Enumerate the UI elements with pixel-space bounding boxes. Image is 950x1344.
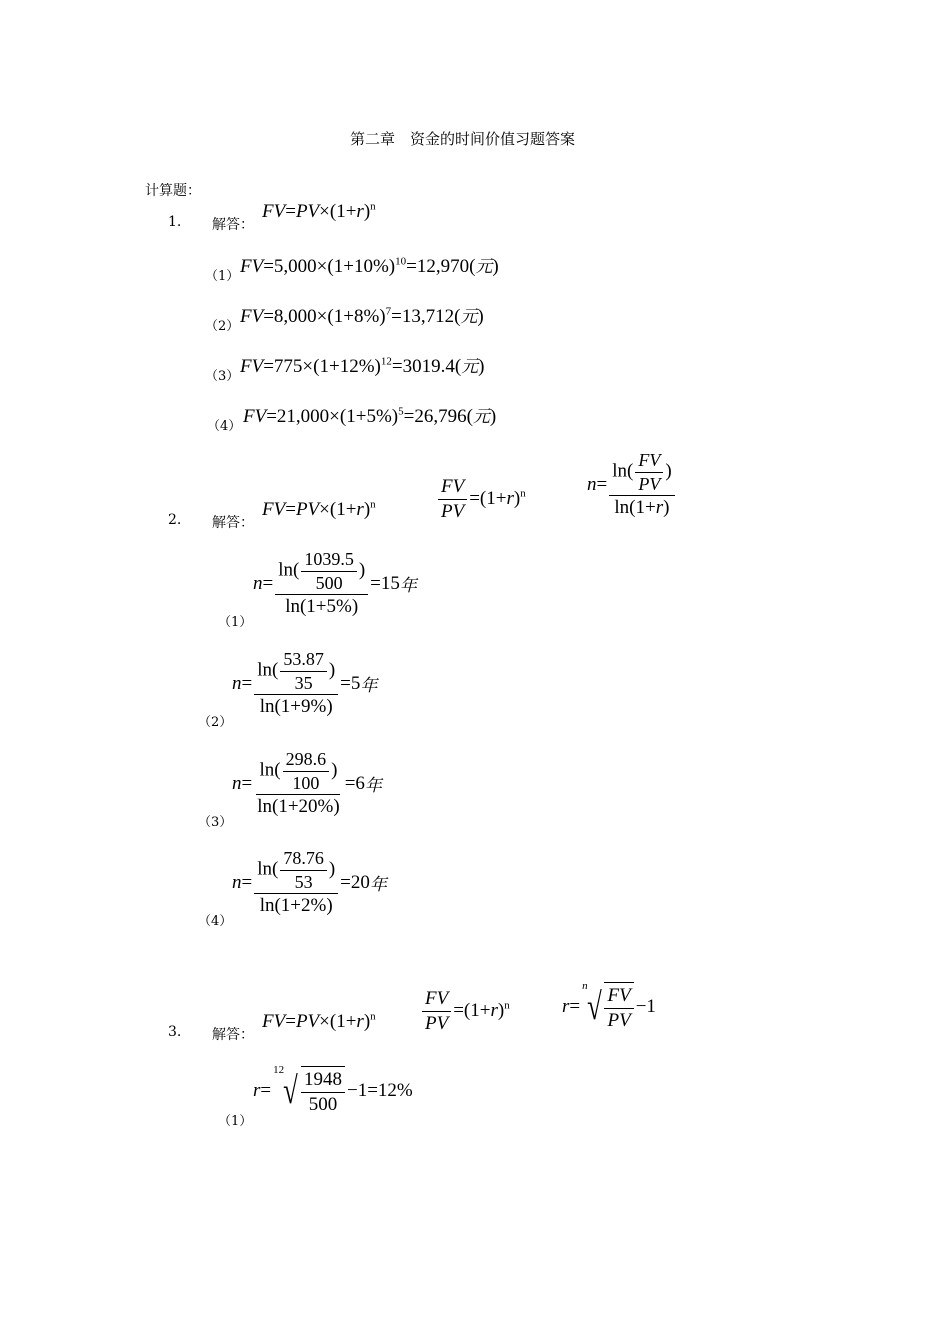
q2-item-equation: n = ln( $\frac{1039.5}{500}$ ) ln(1+5%) =15 年	[253, 549, 417, 618]
q1-item-lhs: FV	[240, 306, 264, 327]
q1-item-lhs: FV	[243, 406, 267, 427]
q1-item-exp: 10	[395, 255, 407, 268]
q2-item-equation: n = ln( $\frac{78.76}{53}$ ) ln(1+2%) =20 年	[232, 848, 387, 917]
q1-item-end: )	[489, 406, 497, 427]
q1-item-exp: 12	[380, 355, 392, 368]
q2-item-result: =20	[340, 871, 370, 893]
q3-item-label: （1）	[218, 1114, 253, 1129]
q1-item-unit: 元	[472, 407, 490, 427]
q1-item-lhs: FV	[240, 256, 264, 277]
q1-item-unit: 元	[475, 257, 493, 277]
q2-formula-a: $FV=PV\times(1+r)^n$	[262, 498, 376, 520]
q2-item-result: =5	[340, 672, 361, 694]
q3-formula-c: r = n √ $\frac{FV}{PV}$ −1	[562, 980, 656, 1031]
q1-formula-close: )	[363, 201, 371, 222]
q3-item-root-index: 12	[273, 1064, 285, 1076]
q2-item-rate: 1+9%	[280, 696, 327, 718]
q2-item-unit: 年	[364, 776, 382, 797]
q2-item-denominator: 500	[315, 572, 343, 593]
q2-item-rate: 1+2%	[280, 895, 327, 917]
q1-item-end: )	[478, 356, 485, 377]
q1-formula-eq: =	[285, 201, 296, 222]
q2-item-label: （2）	[198, 715, 233, 730]
q1-item-expr: =5,000×(1+10%)	[263, 256, 396, 277]
q1-item-exp: 5	[398, 405, 404, 418]
q1-item-rhs: =12,970(	[406, 256, 476, 277]
q1-item-equation	[240, 302, 484, 328]
q1-item-expr: =8,000×(1+8%)	[263, 306, 386, 327]
q1-item-equation	[240, 252, 499, 278]
section-heading: 计算题：	[145, 183, 201, 199]
q2-item-unit: 年	[369, 875, 387, 896]
q3-item-denominator: 500	[308, 1093, 338, 1115]
q1-item-rhs: =13,712(	[391, 306, 461, 327]
q1-formula-fv: FV	[262, 201, 286, 222]
q2-item-result: =15	[370, 572, 400, 594]
q2-item-label: （4）	[198, 914, 233, 929]
q3-answer-label: 解答：	[212, 1027, 254, 1043]
q2-formula-c: n = ln( $\frac{FV}{PV}$ ) ln(1+r)	[587, 450, 677, 519]
q2-item-equation: n = ln( $\frac{53.87}{35}$ ) ln(1+9%) =5 年	[232, 649, 378, 718]
q2-item-rate: 1+5%	[306, 596, 352, 618]
q1-item-equation	[240, 352, 484, 378]
q3-item-result: −1=12%	[346, 1079, 413, 1101]
q1-item-end: )	[477, 306, 484, 327]
q1-number: 1.	[168, 214, 182, 230]
q1-formula-exp: n	[370, 200, 376, 213]
q1-item-expr: =21,000×(1+5%)	[266, 406, 399, 427]
q1-formula-pv: PV	[295, 201, 320, 222]
q1-item-label: （4）	[207, 419, 242, 434]
page-title: 第二章 资金的时间价值习题答案	[350, 130, 576, 148]
q1-item-label: （2）	[205, 319, 240, 334]
q1-item-exp: 7	[385, 305, 392, 318]
q2-item-denominator: 53	[294, 871, 313, 892]
q1-item-unit: 元	[460, 307, 478, 327]
q2-item-result: =6	[344, 772, 365, 794]
q2-formula-b: $\frac{FV}{PV}$ $=(1+r)^n$	[436, 476, 526, 523]
q2-item-unit: 年	[399, 576, 417, 597]
q2-item-numerator: 1039.5	[301, 549, 357, 572]
q2-item-label: （1）	[218, 615, 253, 630]
q1-formula	[262, 201, 376, 223]
q1-formula-times: ×(1+	[319, 201, 357, 222]
q2-answer-label: 解答：	[212, 515, 254, 531]
q2-item-numerator: 298.6	[283, 749, 330, 772]
q2-item-unit: 年	[360, 676, 378, 697]
q3-item-equation: r = 12 √ $\frac{1948}{500}$ −1=12%	[253, 1064, 413, 1115]
q1-item-end: )	[492, 256, 499, 277]
q2-item-numerator: 53.87	[280, 649, 327, 672]
q1-item-rhs: =3019.4(	[391, 356, 462, 377]
q2-item-equation: n = ln( $\frac{298.6}{100}$ ) ln(1+20%) =6 年	[232, 749, 382, 818]
q3-formula-b: $\frac{FV}{PV}$ $=(1+r)^n$	[420, 988, 510, 1035]
q1-item-label: （1）	[205, 269, 240, 284]
q1-item-label: （3）	[205, 369, 240, 384]
q1-item-unit: 元	[461, 357, 479, 377]
q1-item-lhs: FV	[240, 356, 264, 377]
q1-formula-r: r	[356, 201, 364, 222]
q1-item-rhs: =26,796(	[403, 406, 473, 427]
q3-formula-a: $FV=PV\times(1+r)^n$	[262, 1010, 376, 1032]
q2-item-denominator: 100	[292, 772, 320, 793]
q2-item-rate: 1+20%	[278, 796, 334, 818]
q2-item-denominator: 35	[294, 672, 313, 693]
q2-item-label: （3）	[198, 815, 233, 830]
q2-item-numerator: 78.76	[280, 848, 327, 871]
q3-number: 3.	[168, 1024, 182, 1040]
q1-item-equation	[243, 402, 496, 428]
q1-answer-label: 解答：	[212, 217, 254, 233]
q1-item-expr: =775×(1+12%)	[263, 356, 381, 377]
q2-number: 2.	[168, 512, 182, 528]
q3-item-numerator: 1948	[301, 1069, 345, 1093]
